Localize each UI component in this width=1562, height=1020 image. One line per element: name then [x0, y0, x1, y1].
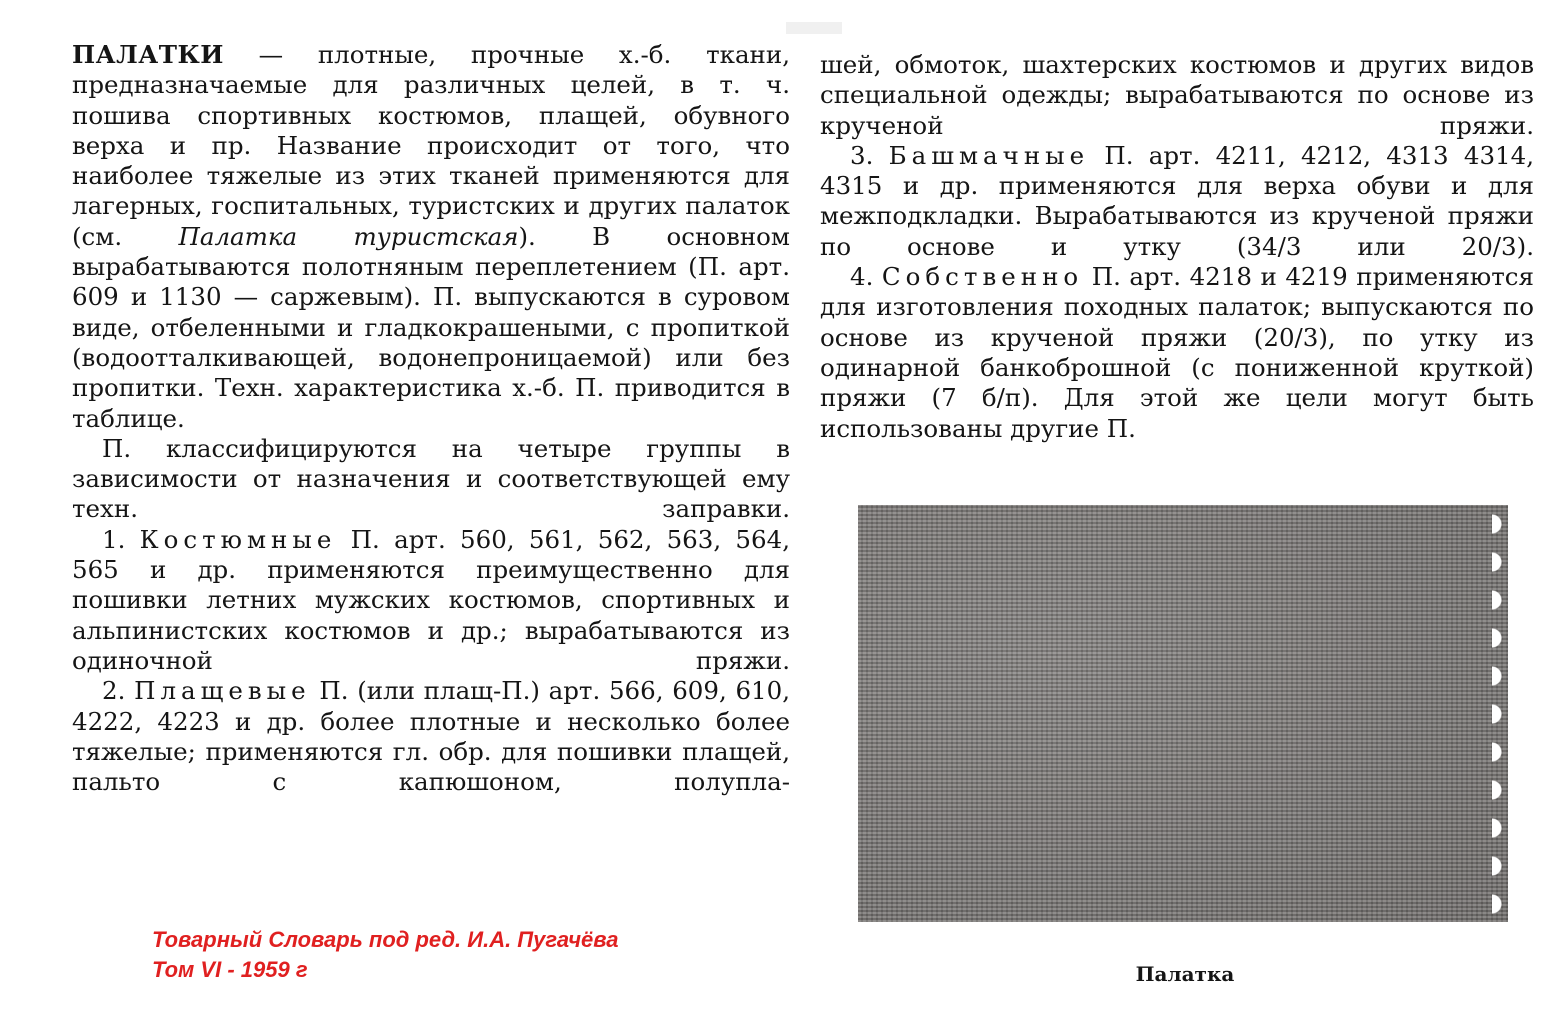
group-text: П. (или плащ-П.) арт. 566, 609, 610, 4222, 4223 и др. более плотные и несколько более тяжелые; применяются гл. обр. для пошивки плащей, пальто с капюшоном, полупла- [72, 676, 790, 797]
intro-text-a: — плотные, прочные х.-б. ткани, предназначаемые для различных целей, в т. ч. пошива спортивных костюмов, плащей, обувного верха и пр. Название происходит от того, что наиболее тяжелые из этих тканей применяются для лагерных, госпитальных, туристских и других палаток (см. [72, 40, 790, 251]
selvedge-edge [1492, 505, 1514, 922]
intro-text-b: ). В основном вырабатываются полотняным переплетением (П. арт. 609 и 1130 — саржевым). П. выпускаются в суровом виде, отбеленными и гладкокрашеными, с пропиткой (водоотталкивающей, водонепроницаемой) или без пропитки. Техн. характеристика х.-б. П. приводится в таблице. [72, 221, 790, 433]
cross-reference: Палатка туристская [178, 221, 519, 251]
scan-smudge [786, 22, 842, 34]
headword: ПАЛАТКИ [72, 40, 224, 69]
paragraph-group-4 [820, 262, 1534, 444]
paragraph-group-2-continued: шей, обмоток, шахтерских костюмов и других видов специальной одежды; вырабатываются по основе из крученой пряжи. [820, 50, 1534, 140]
group-number: 1. [102, 524, 140, 554]
article-column-left [72, 40, 790, 797]
group-term: Костюмные [139, 524, 337, 554]
group-term: Собственно [881, 262, 1084, 292]
group-number: 4. [850, 262, 882, 292]
fabric-sample-image [858, 505, 1508, 922]
paragraph-group-1 [72, 525, 790, 676]
article-column-right [820, 50, 1534, 444]
source-credit [152, 925, 619, 985]
credit-line-volume: Том VI - 1959 г [152, 957, 308, 982]
group-text: П. арт. 4211, 4212, 4313 4314, 4315 и др. применяются для верха обуви и для межподкладки. Вырабатываются из крученой пряжи по основе и утку (34/3 или 20/3). [820, 140, 1534, 261]
group-text: П. арт. 560, 561, 562, 563, 564, 565 и др. применяются преимущественно для пошивки летних мужских костюмов, спортивных и альпинистских костюмов и др.; вырабатываются из одиночной пряжи. [72, 524, 790, 675]
credit-line-title: Товарный Словарь под ред. И.А. Пугачёва [152, 927, 619, 952]
group-text: П. арт. 4218 и 4219 применяются для изготовления походных палаток; выпускаются по основе из крученой пряжи (20/3), по утку из одинарной банкоброшной (с пониженной круткой) пряжи (7 б/п). Для этой же цели могут быть использованы другие П. [820, 262, 1534, 443]
paragraph-group-2 [72, 676, 790, 797]
group-number: 2. [102, 676, 135, 706]
paragraph-group-3 [820, 141, 1534, 262]
group-term: Башмачные [888, 140, 1090, 170]
group-term: Плащевые [134, 676, 311, 706]
group-number: 3. [850, 140, 889, 170]
figure-caption: Палатка [1135, 962, 1235, 986]
paragraph-classification: П. классифицируются на четыре группы в зависимости от назначения и соответствующей ему техн. заправки. [72, 433, 790, 524]
paragraph-intro [72, 40, 790, 434]
